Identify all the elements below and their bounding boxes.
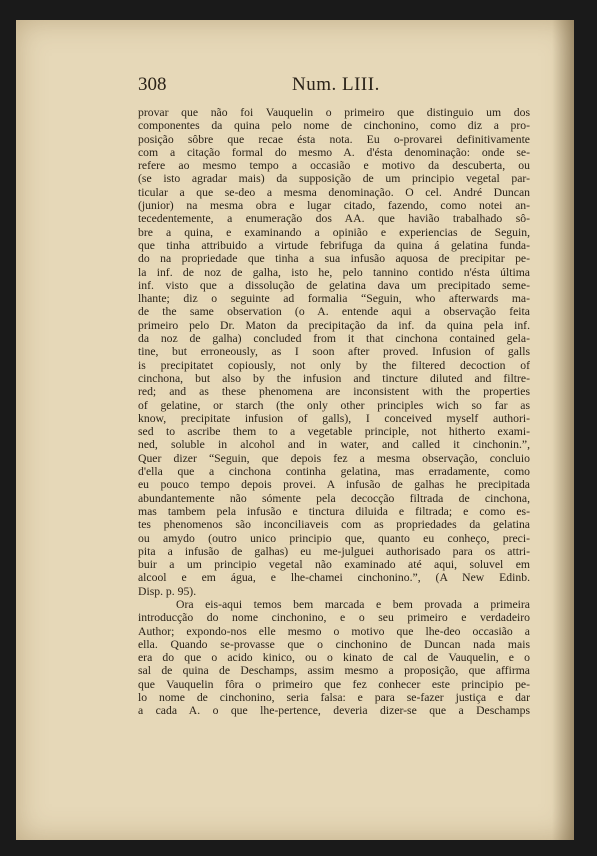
- text-line: d'ella que a cinchona continha gelatina, mas erradamente, como: [138, 465, 530, 479]
- text-line: que Vauquelin fôra o primeiro que fez conhecer este principio pe-: [138, 677, 530, 691]
- text-line: introducção do nome cinchonino, e o seu primeiro e verdadeiro: [138, 611, 530, 625]
- text-line: tes phenomenos são inconciliaveis com as propriedades da gelatina: [138, 518, 530, 532]
- running-head: Num. LIII.: [292, 74, 380, 95]
- text-line: Disp. p. 95).: [138, 584, 197, 598]
- text-line: tecedentemente, a enumeração dos AA. que havião trabalhado sô-: [138, 212, 530, 226]
- text-line: eu pouco tempo depois provei. A infusão de galhas he precipitada: [138, 478, 530, 492]
- text-line: primeiro pelo Dr. Maton da precipitação da inf. da quina pela inf.: [138, 318, 530, 332]
- text-line: tine, but erroneously, as I soon after proved. Infusion of galls: [138, 345, 530, 359]
- text-line: abundantemente não sómente pela decocção filtrada de cinchona,: [138, 491, 530, 505]
- text-line: la inf. de noz de galha, isto he, pelo tannino contido n'ésta última: [138, 265, 530, 279]
- text-line: pita a infusão de galhas) eu me-julguei authorisado para os attri-: [138, 544, 530, 558]
- text-line: bre a quina, e examinando a opinião e experiencias de Seguin,: [138, 225, 530, 239]
- text-line: is precipitatet copiously, not only by the filtered decoction of: [138, 358, 530, 372]
- page-spine-shadow: [552, 20, 574, 840]
- text-line: inf. visto que a dissolução de gelatina dava um precipitado seme-: [138, 278, 530, 292]
- text-line: do na propriedade que tinha a sua infusão aquosa de precipitar pe-: [138, 252, 530, 266]
- text-line: red; and as these phenomena are inconsistent with the properties: [138, 385, 530, 399]
- text-line: com a citação formal do mesmo A. d'ésta denominação: onde se-: [138, 145, 530, 159]
- text-line: da noz de galha) concluded from it that cinchona contained gela-: [138, 332, 530, 346]
- text-line: know, precipitate infusion of galls), I conceived myself authori-: [138, 411, 530, 425]
- text-line: a cada A. o que lhe-pertence, deveria dizer-se que a Deschamps: [138, 704, 530, 718]
- text-line: Ora eis-aqui temos bem marcada e bem provada a primeira: [176, 597, 530, 611]
- text-line: alcool e em água, e lhe-chamei cinchonino.”, (A New Edinb.: [138, 571, 530, 585]
- text-line: Author; expondo-nos elle mesmo o motivo que lhe-deo occasião a: [138, 624, 530, 638]
- text-line: que tinha attribuido a virtude febrifuga da quina á gelatina funda-: [138, 238, 530, 252]
- book-page: [16, 20, 574, 840]
- text-line: cinchona, but also by the infusion and tincture diluted and filtre-: [138, 371, 530, 385]
- text-line: (se isto agradar mais) da supposição de um principio vegetal par-: [138, 172, 530, 186]
- text-line: sal de quina de Deschamps, assim mesmo a proposição, que affirma: [138, 664, 530, 678]
- text-line: provar que não foi Vauquelin o primeiro que distinguio um dos: [138, 106, 530, 119]
- text-line: sed to ascribe them to a vegetable principle, not hitherto exami-: [138, 425, 530, 439]
- text-line: ned, soluble in alcohol and in water, and called it cinchonin.”,: [138, 438, 530, 452]
- text-line: mas tambem pela infusão e tinctura diluida e filtrada; e como es-: [138, 504, 530, 518]
- body-text: [138, 106, 530, 718]
- text-line: componentes da quina pelo nome de cinchonino, como diz a pro-: [138, 119, 530, 133]
- text-line: lo nome de cinchonino, seria falsa: e para se-fazer justiça e dar: [138, 691, 530, 705]
- text-line: ticular a que se-deo a mesma denominação. O cel. André Duncan: [138, 185, 530, 199]
- text-line: era do que o acido kinico, ou o kinato de cal de Vauquelin, e o: [138, 651, 530, 665]
- text-line: ella. Quando se-provasse que o cinchonino de Duncan nada mais: [138, 637, 530, 651]
- text-line: Quer dizer “Seguin, que depois fez a mesma observação, concluio: [138, 451, 530, 465]
- text-line: lhante; diz o seguinte ad formalia “Seguin, who afterwards ma-: [138, 292, 530, 306]
- text-line: de the same observation (o A. entende aqui a observação feita: [138, 305, 530, 319]
- text-line: ou amydo (outro unico principio que, quanto eu conheço, preci-: [138, 531, 530, 545]
- page-number: 308: [138, 74, 167, 95]
- text-line: refere ao mesmo tempo a occasião e motivo da descuberta, ou: [138, 159, 530, 173]
- text-line: posição sôbre que recae ésta nota. Eu o-provarei definitivamente: [138, 132, 530, 146]
- text-line: (junior) na mesma obra e lugar citado, fazendo, como notei an-: [138, 199, 530, 213]
- text-line: buir a um principio vegetal não examinado até aqui, soluvel em: [138, 558, 530, 572]
- text-line: of gelatine, or starch (the only other principles wich so far as: [138, 398, 530, 412]
